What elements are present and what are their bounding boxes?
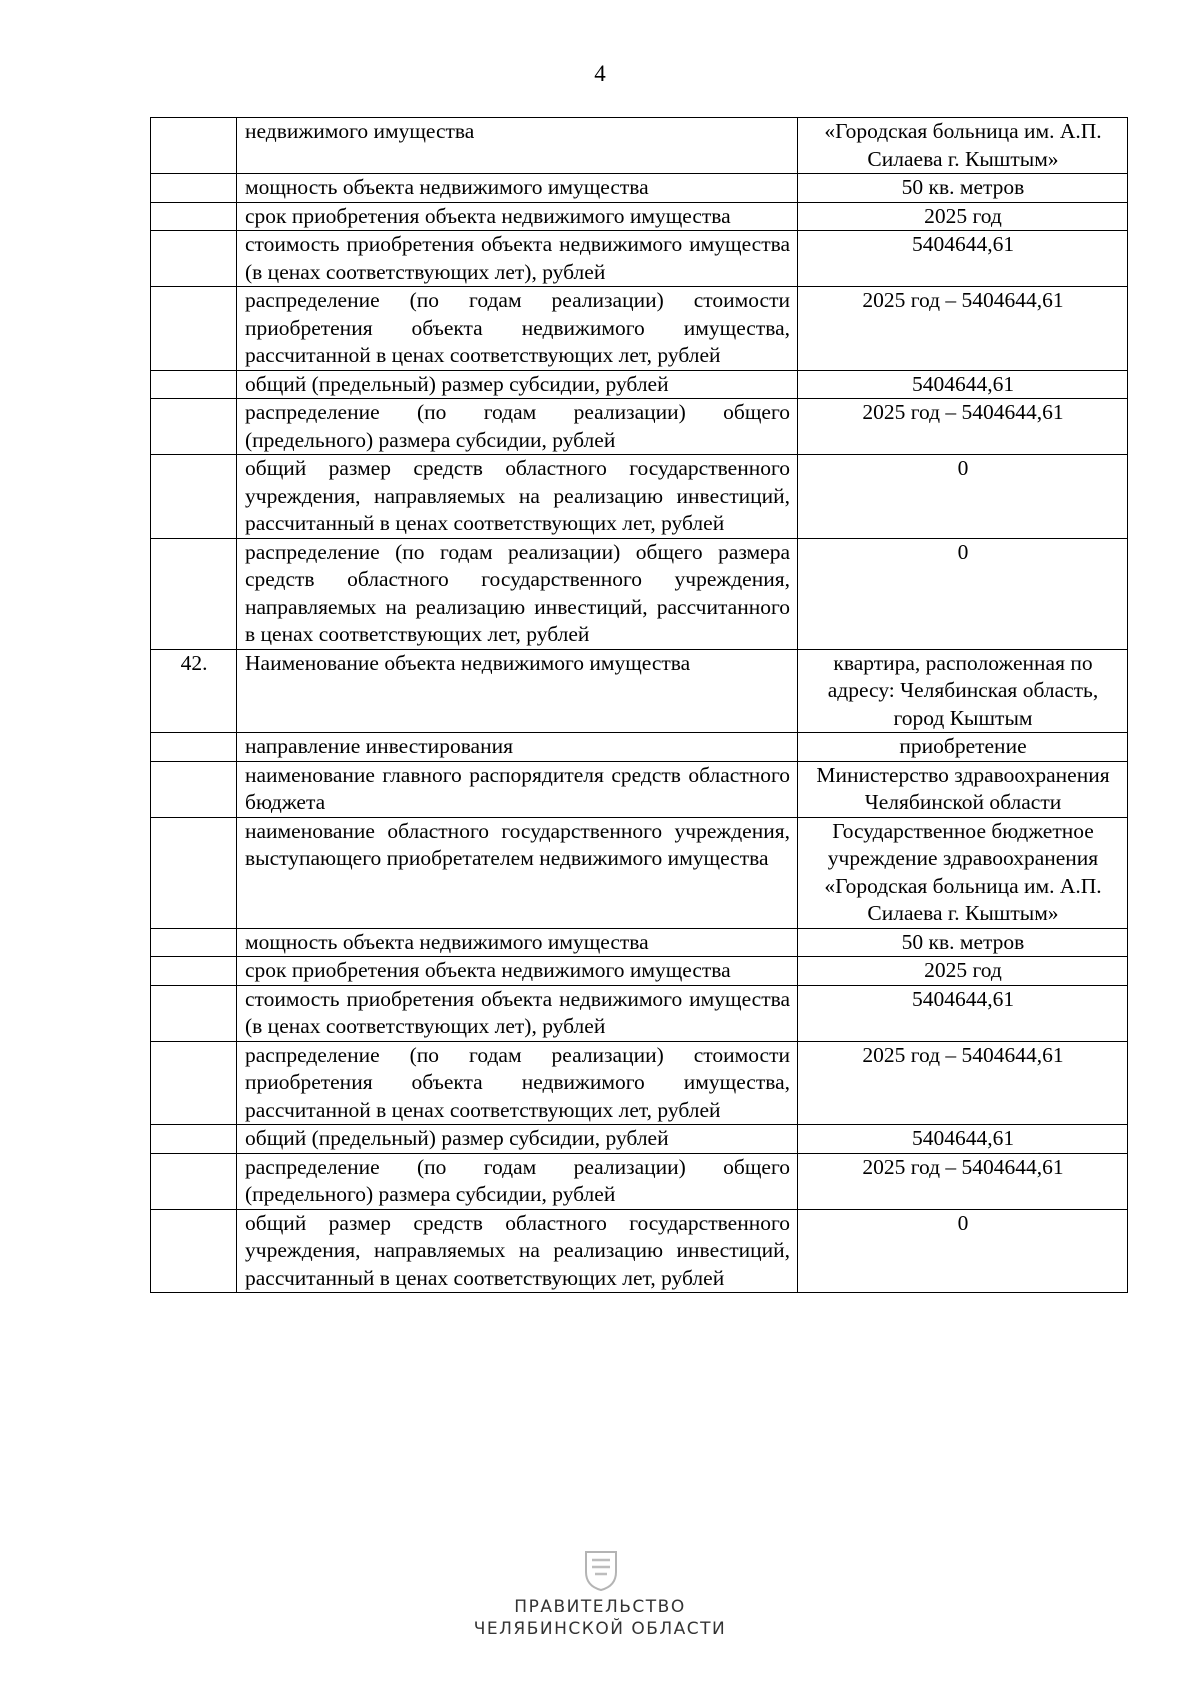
table-row — [151, 928, 1128, 957]
row-label: распределение (по годам реализации) общего (предельного) размера субсидии, рублей — [237, 399, 798, 455]
row-label: срок приобретения объекта недвижимого имущества — [237, 957, 798, 986]
row-label: направление инвестирования — [237, 733, 798, 762]
table-row — [151, 649, 1128, 733]
table-row — [151, 985, 1128, 1041]
footer-line-2: ЧЕЛЯБИНСКОЙ ОБЛАСТИ — [473, 1619, 727, 1639]
table-row — [151, 1209, 1128, 1293]
row-label: распределение (по годам реализации) стоимости приобретения объекта недвижимого имущества, рассчитанной в ценах соответствующих лет, рублей — [237, 287, 798, 371]
row-label: стоимость приобретения объекта недвижимого имущества (в ценах соответствующих лет), рублей — [237, 231, 798, 287]
row-value: Государственное бюджетное учреждение здравоохранения «Городская больница им. А.П. Силаева г. Кыштым» — [798, 817, 1128, 928]
emblem-stamp-icon — [582, 1548, 620, 1592]
row-number — [151, 538, 237, 649]
row-number — [151, 1209, 237, 1293]
row-label: общий (предельный) размер субсидии, рублей — [237, 370, 798, 399]
row-number — [151, 231, 237, 287]
row-number — [151, 761, 237, 817]
row-value: 50 кв. метров — [798, 928, 1128, 957]
table-body — [151, 118, 1128, 1293]
row-label: общий размер средств областного государственного учреждения, направляемых на реализацию инвестиций, рассчитанный в ценах соответствующих лет, рублей — [237, 455, 798, 539]
row-number — [151, 455, 237, 539]
row-value: 0 — [798, 455, 1128, 539]
row-label: стоимость приобретения объекта недвижимого имущества (в ценах соответствующих лет), рублей — [237, 985, 798, 1041]
footer-stamp — [0, 1596, 1200, 1640]
row-label: недвижимого имущества — [237, 118, 798, 174]
table-row — [151, 118, 1128, 174]
row-value: квартира, расположенная по адресу: Челябинская область, город Кыштым — [798, 649, 1128, 733]
row-label: мощность объекта недвижимого имущества — [237, 928, 798, 957]
row-value: «Городская больница им. А.П. Силаева г. Кыштым» — [798, 118, 1128, 174]
row-label: распределение (по годам реализации) общего (предельного) размера субсидии, рублей — [237, 1153, 798, 1209]
row-value: 5404644,61 — [798, 985, 1128, 1041]
row-value: 2025 год — [798, 957, 1128, 986]
row-value: Министерство здравоохранения Челябинской области — [798, 761, 1128, 817]
row-number: 42. — [151, 649, 237, 733]
row-value: 2025 год – 5404644,61 — [798, 399, 1128, 455]
row-label: Наименование объекта недвижимого имущества — [237, 649, 798, 733]
row-number — [151, 118, 237, 174]
table-row — [151, 231, 1128, 287]
row-label: срок приобретения объекта недвижимого имущества — [237, 202, 798, 231]
row-value: 2025 год — [798, 202, 1128, 231]
row-value: 2025 год – 5404644,61 — [798, 287, 1128, 371]
table-row — [151, 455, 1128, 539]
row-label: общий размер средств областного государственного учреждения, направляемых на реализацию инвестиций, рассчитанный в ценах соответствующих лет, рублей — [237, 1209, 798, 1293]
row-value: приобретение — [798, 733, 1128, 762]
table-row — [151, 1125, 1128, 1154]
row-value: 2025 год – 5404644,61 — [798, 1153, 1128, 1209]
row-number — [151, 957, 237, 986]
row-number — [151, 287, 237, 371]
footer-line-1: ПРАВИТЕЛЬСТВО — [514, 1597, 686, 1617]
row-number — [151, 1153, 237, 1209]
table-row — [151, 1041, 1128, 1125]
row-number — [151, 733, 237, 762]
row-label: распределение (по годам реализации) стоимости приобретения объекта недвижимого имущества, рассчитанной в ценах соответствующих лет, рублей — [237, 1041, 798, 1125]
table-row — [151, 817, 1128, 928]
row-value: 0 — [798, 1209, 1128, 1293]
table-row — [151, 174, 1128, 203]
row-value: 0 — [798, 538, 1128, 649]
row-label: распределение (по годам реализации) общего размера средств областного государственного учреждения, направляемых на реализацию инвестиций, рассчитанного в ценах соответствующих лет, рублей — [237, 538, 798, 649]
row-number — [151, 174, 237, 203]
row-label: общий (предельный) размер субсидии, рублей — [237, 1125, 798, 1154]
row-label: наименование главного распорядителя средств областного бюджета — [237, 761, 798, 817]
table-row — [151, 538, 1128, 649]
row-number — [151, 1125, 237, 1154]
row-number — [151, 370, 237, 399]
row-label: мощность объекта недвижимого имущества — [237, 174, 798, 203]
table-row — [151, 733, 1128, 762]
row-number — [151, 985, 237, 1041]
table-row — [151, 1153, 1128, 1209]
row-value: 2025 год – 5404644,61 — [798, 1041, 1128, 1125]
row-number — [151, 202, 237, 231]
row-value: 5404644,61 — [798, 370, 1128, 399]
table-row — [151, 761, 1128, 817]
table-row — [151, 287, 1128, 371]
page-number: 4 — [594, 61, 606, 86]
row-value: 50 кв. метров — [798, 174, 1128, 203]
table-row — [151, 370, 1128, 399]
row-value: 5404644,61 — [798, 231, 1128, 287]
row-number — [151, 1041, 237, 1125]
row-number — [151, 928, 237, 957]
row-number — [151, 817, 237, 928]
table-row — [151, 399, 1128, 455]
row-value: 5404644,61 — [798, 1125, 1128, 1154]
row-number — [151, 399, 237, 455]
row-label: наименование областного государственного учреждения, выступающего приобретателем недвижимого имущества — [237, 817, 798, 928]
table-row — [151, 957, 1128, 986]
investment-objects-table — [150, 117, 1128, 1293]
table-row — [151, 202, 1128, 231]
